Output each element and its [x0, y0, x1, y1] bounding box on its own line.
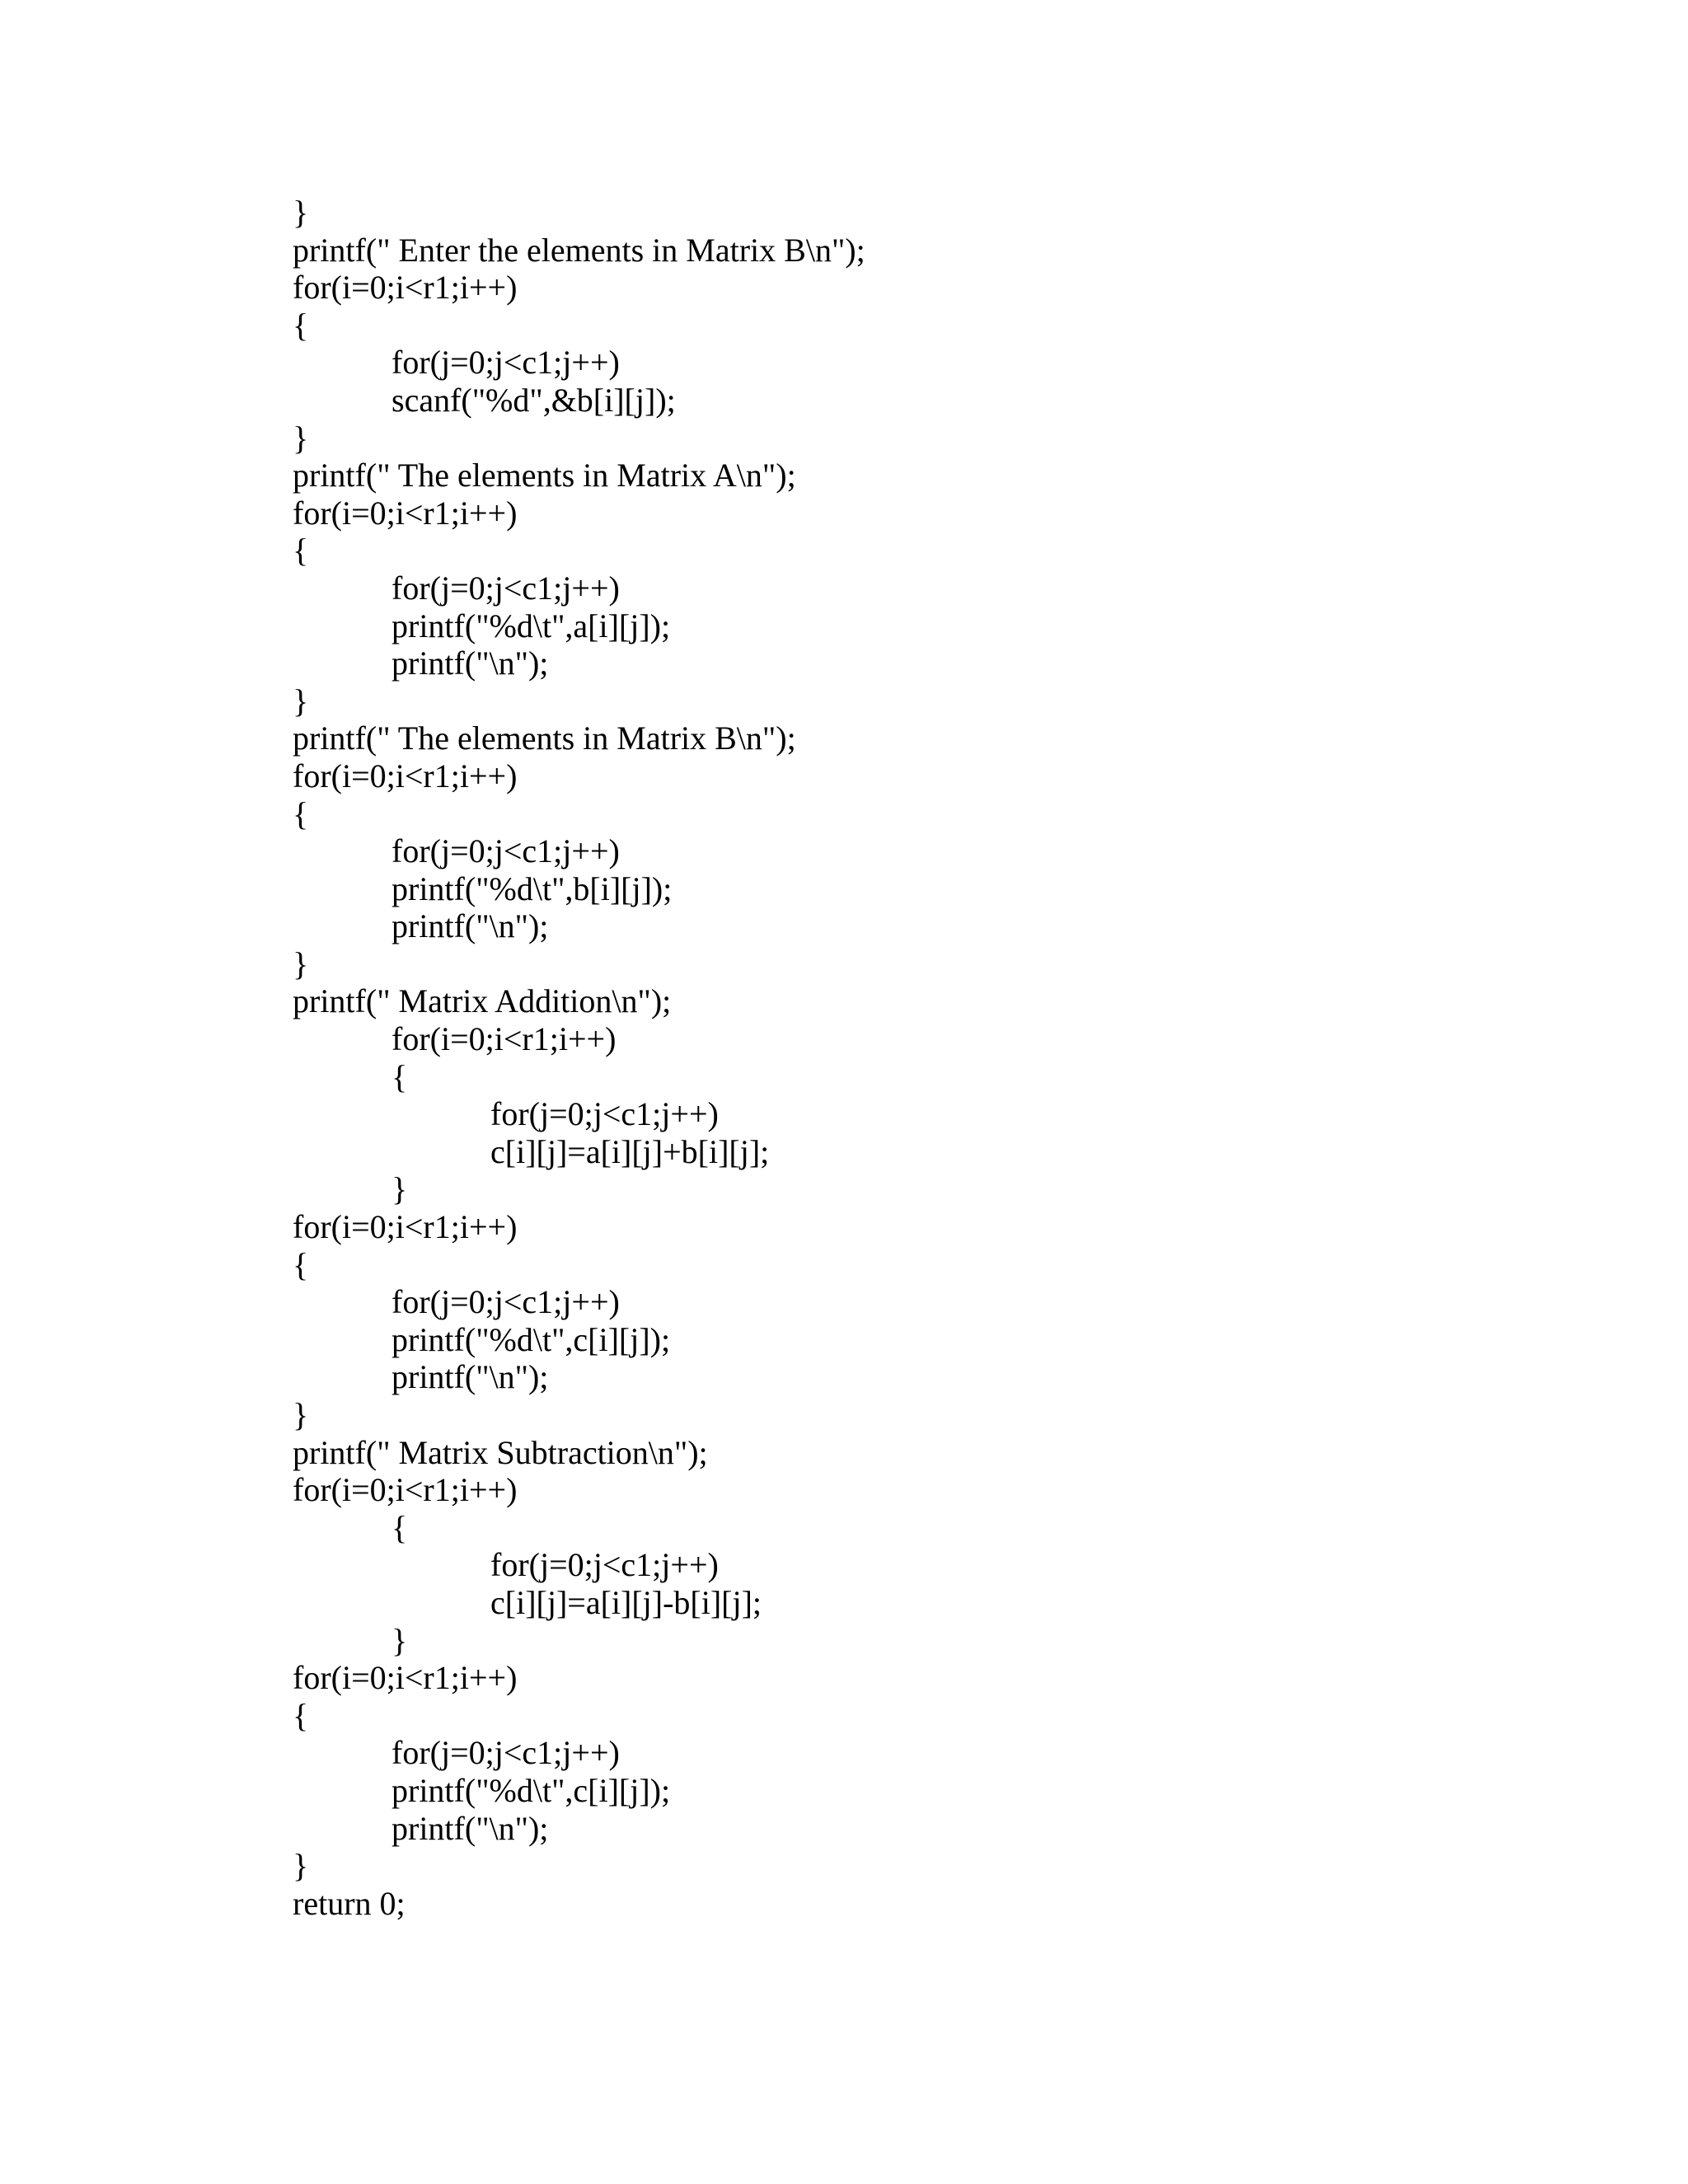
code-line: printf("\n"); — [392, 1358, 549, 1396]
code-line: } — [293, 1847, 309, 1885]
code-line: scanf("%d",&b[i][j]); — [392, 381, 676, 419]
code-line: { — [392, 1508, 408, 1546]
code-line: } — [293, 419, 309, 457]
code-line: printf("%d\t",c[i][j]); — [392, 1771, 671, 1809]
code-line: c[i][j]=a[i][j]-b[i][j]; — [490, 1583, 762, 1621]
code-line: for(i=0;i<r1;i++) — [293, 1471, 518, 1509]
code-line: { — [293, 306, 309, 344]
code-line: { — [293, 1245, 309, 1283]
code-line: for(j=0;j<c1;j++) — [392, 1283, 620, 1321]
code-line: { — [392, 1057, 408, 1095]
code-line: for(j=0;j<c1;j++) — [392, 569, 620, 607]
code-line: for(j=0;j<c1;j++) — [490, 1546, 719, 1584]
code-line: for(i=0;i<r1;i++) — [293, 757, 518, 794]
code-line: return 0; — [293, 1884, 406, 1922]
code-line: for(i=0;i<r1;i++) — [392, 1020, 617, 1058]
code-line: for(j=0;j<c1;j++) — [392, 832, 620, 870]
code-line: { — [293, 1696, 309, 1734]
code-listing — [293, 194, 865, 1922]
code-line: for(i=0;i<r1;i++) — [293, 269, 518, 307]
code-line: printf("\n"); — [392, 907, 549, 945]
code-line: for(i=0;i<r1;i++) — [293, 1659, 518, 1697]
code-line: c[i][j]=a[i][j]+b[i][j]; — [490, 1132, 770, 1170]
code-line: } — [293, 1396, 309, 1433]
code-line: } — [392, 1170, 408, 1208]
code-line: } — [293, 944, 309, 982]
code-line: for(i=0;i<r1;i++) — [293, 494, 518, 532]
code-line: } — [392, 1621, 408, 1659]
code-line: { — [293, 794, 309, 832]
code-line: for(j=0;j<c1;j++) — [392, 344, 620, 382]
code-line: for(j=0;j<c1;j++) — [490, 1095, 719, 1133]
code-line: printf("%d\t",c[i][j]); — [392, 1320, 671, 1358]
code-line: printf("\n"); — [392, 644, 549, 682]
code-line: } — [293, 682, 309, 719]
code-line: printf(" Enter the elements in Matrix B\n"); — [293, 231, 865, 269]
code-line: for(j=0;j<c1;j++) — [392, 1734, 620, 1772]
code-line: printf(" Matrix Subtraction\n"); — [293, 1433, 708, 1471]
code-line: printf("%d\t",a[i][j]); — [392, 607, 671, 644]
code-line: printf(" The elements in Matrix B\n"); — [293, 719, 796, 757]
code-line: for(i=0;i<r1;i++) — [293, 1208, 518, 1246]
code-line: printf(" Matrix Addition\n"); — [293, 982, 672, 1020]
code-line: printf(" The elements in Matrix A\n"); — [293, 457, 796, 494]
code-line: printf("\n"); — [392, 1809, 549, 1847]
code-line: printf("%d\t",b[i][j]); — [392, 869, 673, 907]
code-line: } — [293, 194, 309, 231]
code-line: { — [293, 532, 309, 569]
